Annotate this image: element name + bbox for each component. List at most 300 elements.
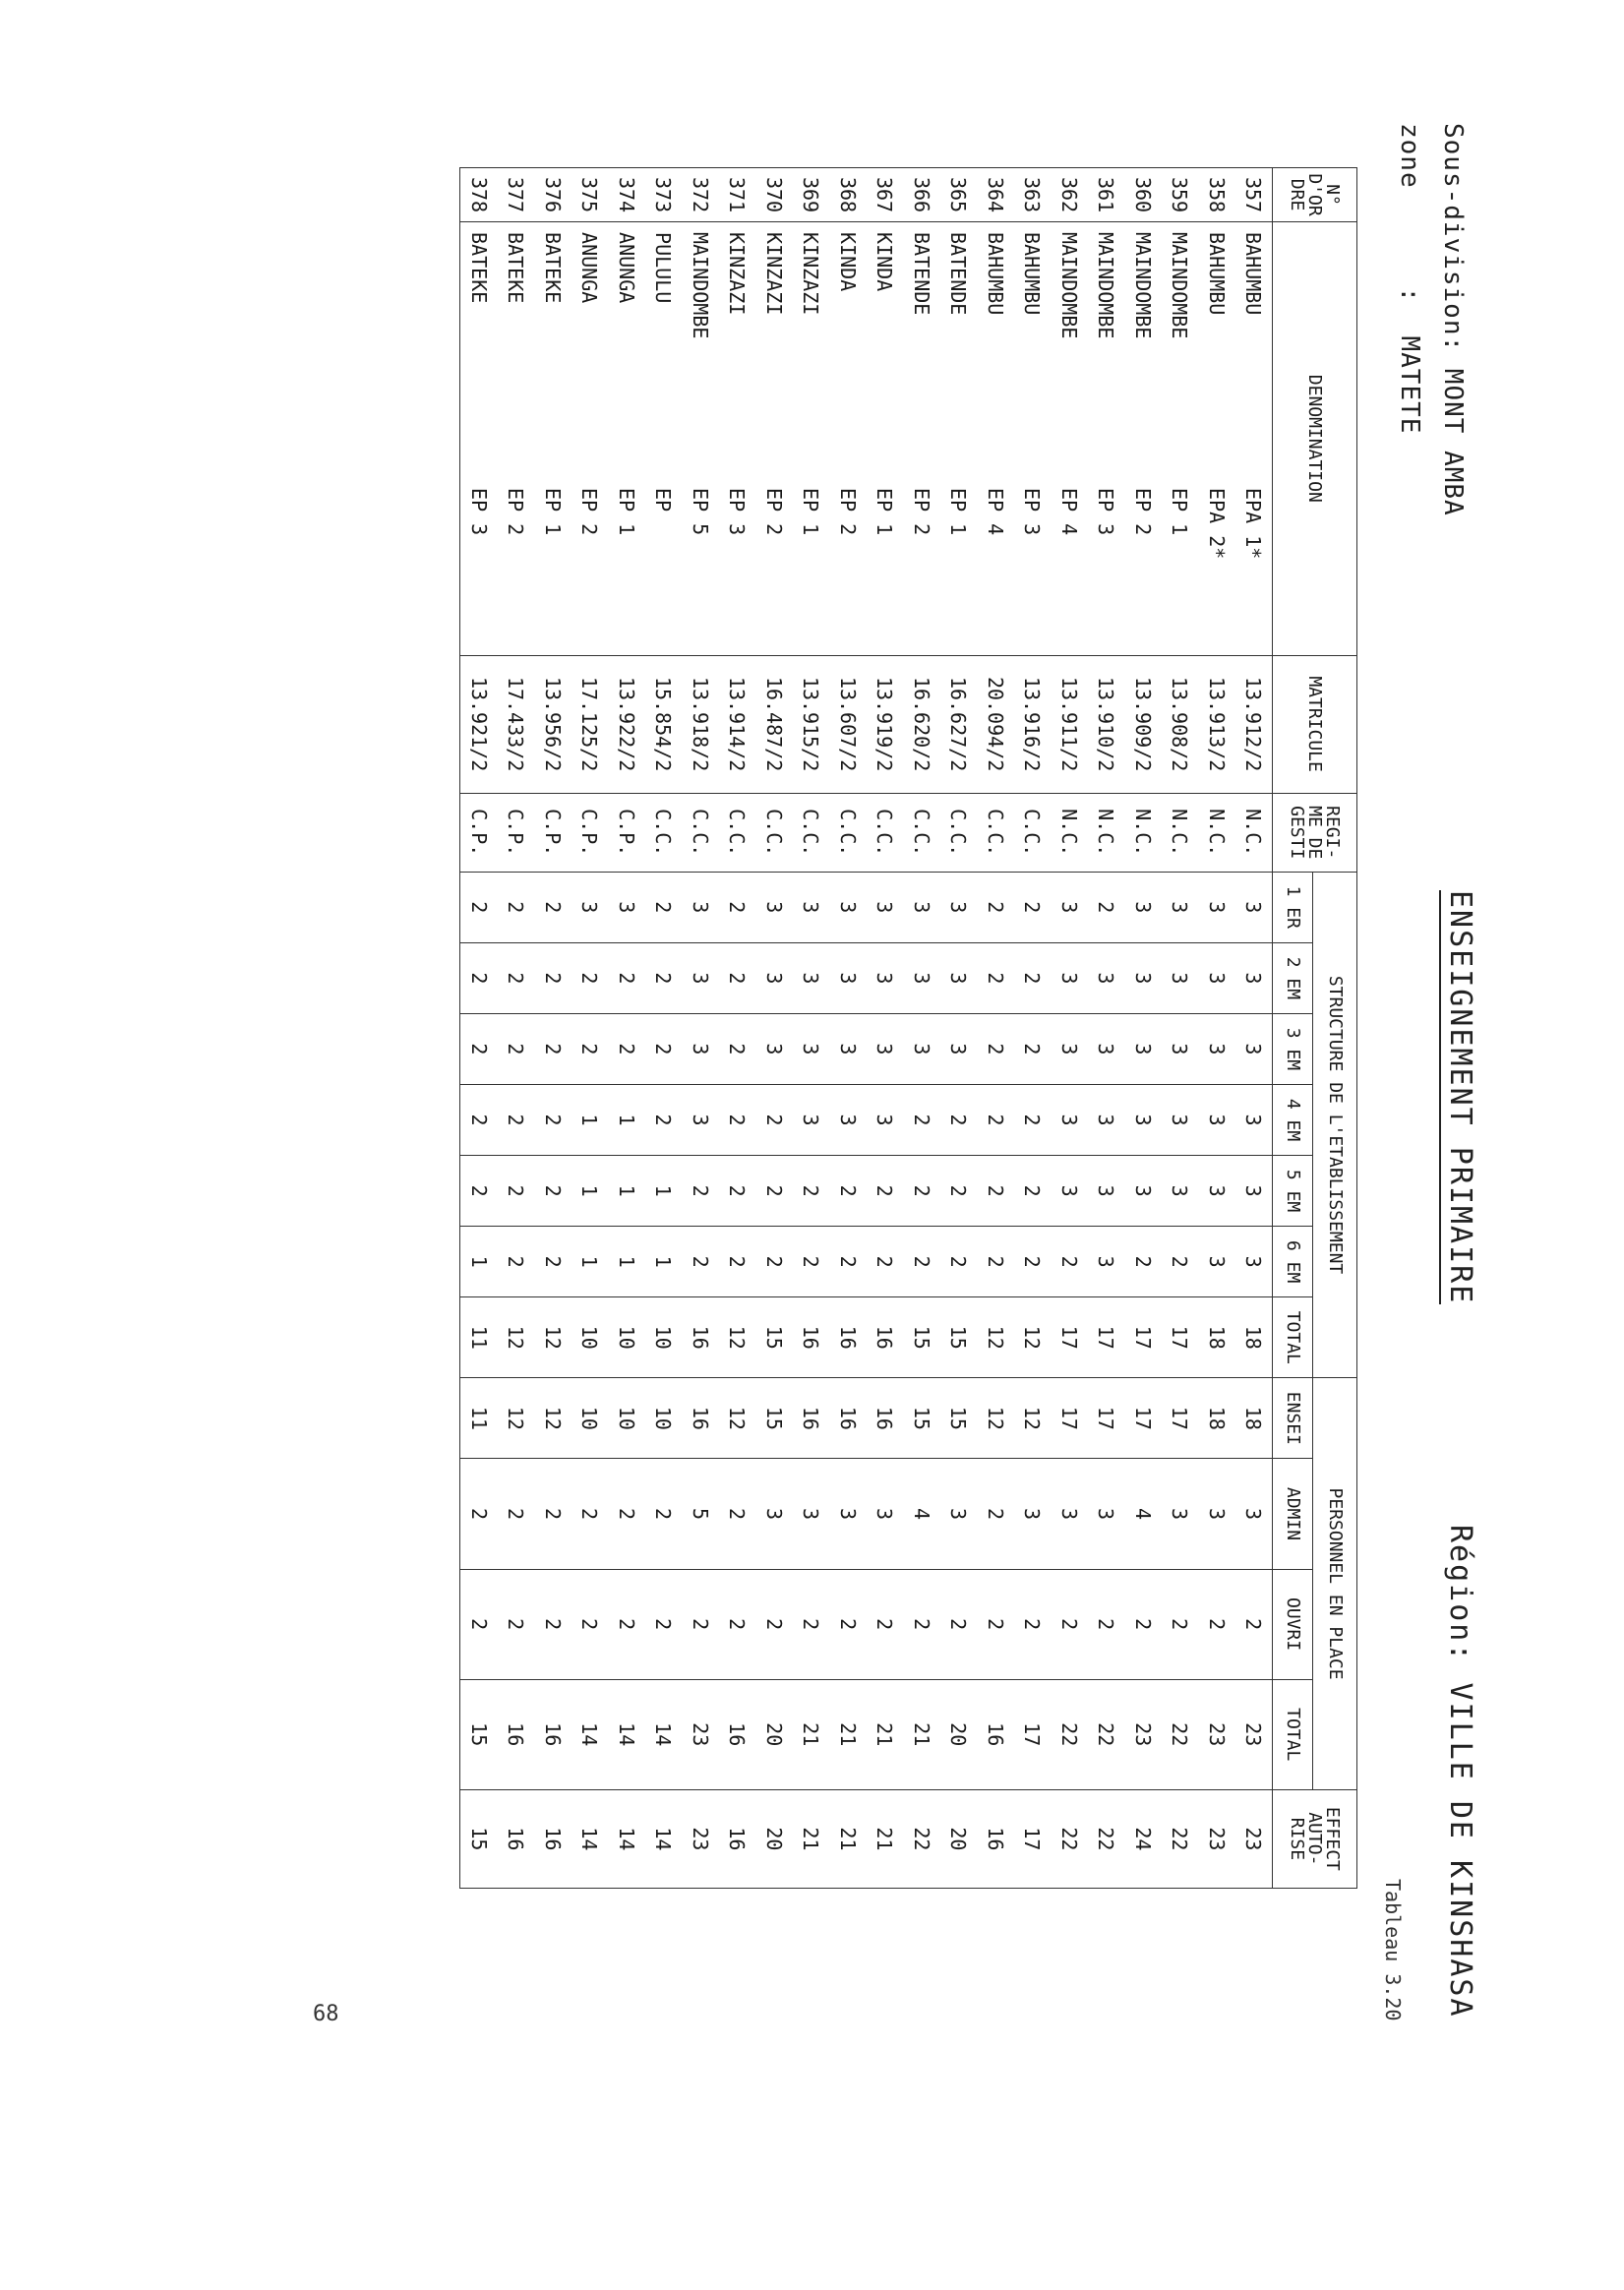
school-name: ANUNGA [577, 232, 602, 304]
header-row-1 [1313, 168, 1357, 1889]
schools-table [459, 167, 1357, 1889]
cell-structure-year-4: 3 [867, 1084, 904, 1155]
cell-admin: 5 [682, 1459, 719, 1569]
cell-matricule: 13.922/2 [608, 655, 645, 793]
cell-matricule: 20.094/2 [977, 655, 1014, 793]
cell-structure-year-5: 2 [977, 1156, 1014, 1227]
col-denomination-header: DENOMINATION [1273, 222, 1357, 655]
cell-personnel-total: 23 [682, 1679, 719, 1789]
cell-ouvri: 2 [645, 1569, 683, 1679]
table-row [498, 168, 535, 1889]
cell-ensei: 17 [1124, 1378, 1162, 1459]
cell-effectif: 22 [1162, 1789, 1199, 1888]
cell-ensei: 12 [719, 1378, 756, 1459]
cell-effectif: 21 [793, 1789, 830, 1888]
cell-ensei: 17 [1051, 1378, 1088, 1459]
cell-structure-total: 11 [460, 1297, 498, 1378]
cell-regime: C.C. [682, 793, 719, 872]
cell-ouvri: 2 [940, 1569, 978, 1679]
cell-denomination [645, 222, 683, 655]
page-number: 68 [313, 2002, 339, 2026]
cell-admin: 3 [793, 1459, 830, 1569]
cell-num: 369 [793, 168, 830, 222]
school-category: EP 4 [1056, 488, 1081, 536]
school-category: EPA 1* [1241, 488, 1266, 560]
col-regime-header: REGI- ME DE GESTI [1273, 793, 1357, 872]
cell-ensei: 15 [940, 1378, 978, 1459]
school-name: BAHUMBU [1204, 232, 1229, 316]
school-category: EP [651, 488, 676, 512]
cell-structure-total: 17 [1088, 1297, 1125, 1378]
cell-denomination [460, 222, 498, 655]
cell-ouvri: 2 [867, 1569, 904, 1679]
cell-effectif: 23 [1198, 1789, 1235, 1888]
cell-effectif: 23 [1235, 1789, 1273, 1888]
cell-structure-year-4: 1 [608, 1084, 645, 1155]
cell-structure-year-2: 3 [1198, 942, 1235, 1013]
cell-admin: 2 [977, 1459, 1014, 1569]
table-number: Tableau 3.20 [1381, 1879, 1405, 2021]
cell-structure-year-5: 2 [903, 1156, 940, 1227]
cell-structure-year-6: 2 [829, 1227, 867, 1297]
cell-structure-year-2: 2 [460, 942, 498, 1013]
col-4em-header: 4 EM [1273, 1084, 1313, 1155]
cell-ensei: 12 [534, 1378, 571, 1459]
col-3em-header: 3 EM [1273, 1013, 1313, 1084]
cell-admin: 4 [903, 1459, 940, 1569]
cell-structure-year-2: 2 [719, 942, 756, 1013]
cell-ensei: 12 [1014, 1378, 1052, 1459]
cell-personnel-total: 16 [534, 1679, 571, 1789]
school-name: BATEKE [540, 232, 565, 304]
cell-regime: C.C. [793, 793, 830, 872]
cell-structure-year-5: 3 [1162, 1156, 1199, 1227]
table-row [1198, 168, 1235, 1889]
cell-admin: 3 [1088, 1459, 1125, 1569]
cell-structure-year-4: 2 [977, 1084, 1014, 1155]
cell-num: 357 [1235, 168, 1273, 222]
cell-personnel-total: 21 [903, 1679, 940, 1789]
cell-structure-year-4: 2 [498, 1084, 535, 1155]
cell-admin: 3 [867, 1459, 904, 1569]
cell-personnel-total: 23 [1235, 1679, 1273, 1789]
cell-regime: C.C. [903, 793, 940, 872]
cell-structure-year-6: 2 [793, 1227, 830, 1297]
cell-structure-year-1: 3 [940, 872, 978, 942]
cell-ouvri: 2 [1051, 1569, 1088, 1679]
cell-structure-year-6: 2 [534, 1227, 571, 1297]
cell-structure-year-3: 2 [571, 1013, 609, 1084]
school-category: EP 1 [872, 488, 897, 536]
cell-structure-year-5: 1 [571, 1156, 609, 1227]
school-name: BATENDE [946, 232, 971, 316]
cell-structure-year-2: 3 [1124, 942, 1162, 1013]
cell-structure-year-4: 2 [534, 1084, 571, 1155]
cell-ensei: 16 [682, 1378, 719, 1459]
cell-ensei: 12 [498, 1378, 535, 1459]
cell-structure-year-3: 3 [1124, 1013, 1162, 1084]
cell-structure-year-2: 3 [1162, 942, 1199, 1013]
cell-structure-year-6: 2 [755, 1227, 793, 1297]
cell-regime: C.P. [498, 793, 535, 872]
cell-structure-total: 18 [1198, 1297, 1235, 1378]
cell-ouvri: 2 [903, 1569, 940, 1679]
cell-structure-year-5: 2 [534, 1156, 571, 1227]
table-row [571, 168, 609, 1889]
cell-structure-year-2: 2 [571, 942, 609, 1013]
cell-structure-year-1: 3 [793, 872, 830, 942]
cell-structure-year-2: 2 [1014, 942, 1052, 1013]
cell-regime: C.P. [460, 793, 498, 872]
cell-personnel-total: 14 [608, 1679, 645, 1789]
cell-structure-year-6: 2 [1162, 1227, 1199, 1297]
cell-denomination [940, 222, 978, 655]
cell-personnel-total: 23 [1124, 1679, 1162, 1789]
school-name: MAINDOMBE [1130, 232, 1155, 339]
cell-ensei: 10 [645, 1378, 683, 1459]
cell-admin: 2 [460, 1459, 498, 1569]
cell-admin: 3 [1235, 1459, 1273, 1569]
cell-matricule: 13.909/2 [1124, 655, 1162, 793]
cell-ensei: 12 [977, 1378, 1014, 1459]
cell-matricule: 13.919/2 [867, 655, 904, 793]
cell-structure-year-6: 2 [903, 1227, 940, 1297]
cell-denomination [1051, 222, 1088, 655]
cell-num: 378 [460, 168, 498, 222]
cell-matricule: 13.912/2 [1235, 655, 1273, 793]
cell-admin: 2 [645, 1459, 683, 1569]
cell-effectif: 14 [608, 1789, 645, 1888]
cell-structure-year-2: 2 [977, 942, 1014, 1013]
cell-regime: N.C. [1198, 793, 1235, 872]
personnel-group-header: PERSONNEL EN PLACE [1313, 1378, 1357, 1789]
school-name: KINDA [835, 232, 860, 292]
cell-structure-year-6: 2 [977, 1227, 1014, 1297]
col-num-header: N° D'OR DRE [1273, 168, 1357, 222]
col-matricule-header: MATRICULE [1273, 655, 1357, 793]
cell-structure-year-6: 1 [571, 1227, 609, 1297]
cell-structure-year-3: 3 [755, 1013, 793, 1084]
cell-denomination [1014, 222, 1052, 655]
school-name: BATENDE [909, 232, 933, 316]
cell-matricule: 13.910/2 [1088, 655, 1125, 793]
cell-structure-year-2: 2 [498, 942, 535, 1013]
cell-structure-year-4: 3 [1162, 1084, 1199, 1155]
cell-structure-year-6: 2 [940, 1227, 978, 1297]
cell-structure-year-3: 3 [1051, 1013, 1088, 1084]
cell-ouvri: 2 [1198, 1569, 1235, 1679]
cell-structure-year-3: 3 [1162, 1013, 1199, 1084]
cell-structure-year-6: 1 [645, 1227, 683, 1297]
cell-structure-year-6: 3 [1088, 1227, 1125, 1297]
cell-ouvri: 2 [682, 1569, 719, 1679]
cell-structure-year-2: 3 [1235, 942, 1273, 1013]
school-name: ANUNGA [614, 232, 638, 304]
school-name: MAINDOMBE [688, 232, 712, 339]
cell-structure-year-2: 3 [903, 942, 940, 1013]
cell-personnel-total: 22 [1088, 1679, 1125, 1789]
cell-ouvri: 2 [719, 1569, 756, 1679]
cell-personnel-total: 21 [793, 1679, 830, 1789]
table-row [534, 168, 571, 1889]
cell-structure-year-2: 3 [793, 942, 830, 1013]
cell-personnel-total: 23 [1198, 1679, 1235, 1789]
cell-structure-total: 16 [793, 1297, 830, 1378]
cell-structure-year-4: 2 [719, 1084, 756, 1155]
cell-structure-year-5: 3 [1235, 1156, 1273, 1227]
cell-structure-year-3: 2 [608, 1013, 645, 1084]
cell-matricule: 15.854/2 [645, 655, 683, 793]
cell-num: 372 [682, 168, 719, 222]
cell-matricule: 17.433/2 [498, 655, 535, 793]
cell-structure-year-1: 2 [460, 872, 498, 942]
table-row [903, 168, 940, 1889]
school-category: EP 1 [799, 488, 823, 536]
cell-structure-year-6: 2 [1124, 1227, 1162, 1297]
cell-structure-year-4: 1 [571, 1084, 609, 1155]
cell-structure-year-5: 2 [460, 1156, 498, 1227]
cell-structure-year-5: 2 [498, 1156, 535, 1227]
cell-structure-year-5: 2 [793, 1156, 830, 1227]
cell-ensei: 16 [829, 1378, 867, 1459]
school-name: BAHUMBU [1241, 232, 1266, 316]
cell-structure-year-5: 2 [682, 1156, 719, 1227]
cell-matricule: 17.125/2 [571, 655, 609, 793]
cell-num: 374 [608, 168, 645, 222]
cell-structure-year-5: 2 [719, 1156, 756, 1227]
cell-ouvri: 2 [755, 1569, 793, 1679]
cell-structure-year-2: 2 [645, 942, 683, 1013]
table-row [829, 168, 867, 1889]
cell-structure-year-2: 3 [1088, 942, 1125, 1013]
cell-structure-year-5: 2 [1014, 1156, 1052, 1227]
cell-num: 368 [829, 168, 867, 222]
school-category: EP 2 [909, 488, 933, 536]
cell-structure-year-5: 1 [645, 1156, 683, 1227]
cell-structure-year-2: 3 [829, 942, 867, 1013]
cell-structure-year-6: 2 [1051, 1227, 1088, 1297]
cell-structure-year-3: 2 [977, 1013, 1014, 1084]
cell-matricule: 13.915/2 [793, 655, 830, 793]
cell-num: 359 [1162, 168, 1199, 222]
cell-structure-year-4: 2 [460, 1084, 498, 1155]
cell-num: 370 [755, 168, 793, 222]
cell-personnel-total: 21 [867, 1679, 904, 1789]
cell-admin: 3 [940, 1459, 978, 1569]
cell-structure-year-3: 3 [1088, 1013, 1125, 1084]
cell-admin: 2 [498, 1459, 535, 1569]
cell-effectif: 16 [534, 1789, 571, 1888]
cell-matricule: 13.914/2 [719, 655, 756, 793]
cell-personnel-total: 16 [498, 1679, 535, 1789]
school-category: EPA 2* [1204, 488, 1229, 560]
cell-ouvri: 2 [534, 1569, 571, 1679]
cell-denomination [755, 222, 793, 655]
cell-num: 366 [903, 168, 940, 222]
cell-structure-year-2: 2 [608, 942, 645, 1013]
cell-matricule: 13.921/2 [460, 655, 498, 793]
col-1er-header: 1 ER [1273, 872, 1313, 942]
school-name: KINZAZI [725, 232, 750, 316]
cell-structure-year-1: 2 [1088, 872, 1125, 942]
table-row [1014, 168, 1052, 1889]
cell-structure-total: 10 [571, 1297, 609, 1378]
cell-admin: 4 [1124, 1459, 1162, 1569]
cell-structure-year-3: 2 [460, 1013, 498, 1084]
cell-admin: 2 [608, 1459, 645, 1569]
cell-num: 375 [571, 168, 609, 222]
cell-structure-year-4: 3 [1124, 1084, 1162, 1155]
table-row [682, 168, 719, 1889]
cell-ouvri: 2 [793, 1569, 830, 1679]
cell-structure-year-3: 3 [829, 1013, 867, 1084]
cell-structure-year-3: 2 [719, 1013, 756, 1084]
cell-structure-total: 17 [1162, 1297, 1199, 1378]
cell-num: 376 [534, 168, 571, 222]
cell-regime: C.P. [571, 793, 609, 872]
cell-structure-year-1: 3 [571, 872, 609, 942]
cell-ensei: 11 [460, 1378, 498, 1459]
cell-structure-year-1: 2 [977, 872, 1014, 942]
cell-structure-year-3: 3 [1198, 1013, 1235, 1084]
cell-structure-year-4: 2 [645, 1084, 683, 1155]
table-row [608, 168, 645, 1889]
cell-structure-year-1: 3 [1162, 872, 1199, 942]
cell-admin: 3 [1014, 1459, 1052, 1569]
cell-structure-year-5: 2 [829, 1156, 867, 1227]
cell-num: 360 [1124, 168, 1162, 222]
cell-structure-year-4: 3 [793, 1084, 830, 1155]
cell-denomination [498, 222, 535, 655]
cell-num: 362 [1051, 168, 1088, 222]
cell-structure-year-5: 3 [1088, 1156, 1125, 1227]
cell-structure-year-5: 1 [608, 1156, 645, 1227]
cell-ensei: 18 [1235, 1378, 1273, 1459]
cell-personnel-total: 16 [719, 1679, 756, 1789]
cell-admin: 2 [571, 1459, 609, 1569]
school-category: EP 1 [540, 488, 565, 536]
cell-structure-year-5: 3 [1198, 1156, 1235, 1227]
school-category: EP 2 [1130, 488, 1155, 536]
cell-admin: 2 [534, 1459, 571, 1569]
cell-structure-year-1: 3 [1235, 872, 1273, 942]
cell-structure-year-1: 3 [1198, 872, 1235, 942]
cell-structure-total: 17 [1051, 1297, 1088, 1378]
rotated-sheet [167, 44, 1515, 2169]
cell-structure-year-2: 3 [940, 942, 978, 1013]
col-structure-total-header: TOTAL [1273, 1297, 1313, 1378]
cell-effectif: 16 [977, 1789, 1014, 1888]
cell-structure-year-4: 3 [1198, 1084, 1235, 1155]
cell-structure-year-3: 3 [867, 1013, 904, 1084]
cell-denomination [682, 222, 719, 655]
cell-denomination [867, 222, 904, 655]
cell-matricule: 16.487/2 [755, 655, 793, 793]
cell-denomination [1088, 222, 1125, 655]
cell-ensei: 17 [1162, 1378, 1199, 1459]
cell-structure-year-1: 2 [1014, 872, 1052, 942]
cell-structure-total: 12 [1014, 1297, 1052, 1378]
cell-structure-year-1: 3 [1051, 872, 1088, 942]
cell-ensei: 18 [1198, 1378, 1235, 1459]
cell-admin: 3 [1198, 1459, 1235, 1569]
cell-structure-year-5: 2 [940, 1156, 978, 1227]
cell-denomination [534, 222, 571, 655]
cell-admin: 3 [1051, 1459, 1088, 1569]
cell-matricule: 13.908/2 [1162, 655, 1199, 793]
school-category: EP 2 [577, 488, 602, 536]
zone-label: zone : MATETE [1395, 123, 1424, 435]
table-row [1124, 168, 1162, 1889]
cell-structure-year-2: 3 [867, 942, 904, 1013]
cell-structure-year-4: 3 [1051, 1084, 1088, 1155]
school-name: KINDA [872, 232, 897, 292]
cell-num: 373 [645, 168, 683, 222]
cell-structure-year-6: 2 [719, 1227, 756, 1297]
cell-structure-total: 17 [1124, 1297, 1162, 1378]
table-row [793, 168, 830, 1889]
cell-structure-total: 16 [829, 1297, 867, 1378]
cell-matricule: 16.627/2 [940, 655, 978, 793]
cell-matricule: 13.916/2 [1014, 655, 1052, 793]
cell-ensei: 16 [867, 1378, 904, 1459]
region-label: Région: VILLE DE KINSHASA [1443, 1525, 1477, 2019]
cell-structure-total: 10 [608, 1297, 645, 1378]
cell-structure-year-3: 2 [645, 1013, 683, 1084]
school-category: EP 1 [614, 488, 638, 536]
table-row [1051, 168, 1088, 1889]
cell-ouvri: 2 [977, 1569, 1014, 1679]
cell-structure-year-5: 3 [1051, 1156, 1088, 1227]
cell-structure-year-3: 3 [793, 1013, 830, 1084]
school-name: KINZAZI [799, 232, 823, 316]
cell-denomination [1124, 222, 1162, 655]
cell-structure-year-6: 3 [1235, 1227, 1273, 1297]
cell-personnel-total: 20 [940, 1679, 978, 1789]
school-category: EP 2 [761, 488, 786, 536]
school-category: EP 2 [835, 488, 860, 536]
cell-ouvri: 2 [571, 1569, 609, 1679]
cell-effectif: 23 [682, 1789, 719, 1888]
cell-structure-year-1: 3 [903, 872, 940, 942]
cell-regime: N.C. [1235, 793, 1273, 872]
cell-regime: N.C. [1124, 793, 1162, 872]
school-category: EP 1 [946, 488, 971, 536]
table-row [460, 168, 498, 1889]
cell-regime: N.C. [1051, 793, 1088, 872]
cell-denomination [571, 222, 609, 655]
cell-ensei: 15 [903, 1378, 940, 1459]
table-row [940, 168, 978, 1889]
col-5em-header: 5 EM [1273, 1156, 1313, 1227]
cell-structure-year-2: 3 [1051, 942, 1088, 1013]
cell-structure-total: 16 [682, 1297, 719, 1378]
cell-personnel-total: 21 [829, 1679, 867, 1789]
table-row [1235, 168, 1273, 1889]
cell-denomination [1162, 222, 1199, 655]
cell-ensei: 10 [571, 1378, 609, 1459]
cell-ensei: 15 [755, 1378, 793, 1459]
cell-regime: C.C. [719, 793, 756, 872]
cell-regime: C.C. [867, 793, 904, 872]
school-category: EP 3 [1020, 488, 1045, 536]
cell-num: 367 [867, 168, 904, 222]
cell-personnel-total: 17 [1014, 1679, 1052, 1789]
school-name: BATEKE [466, 232, 491, 304]
cell-structure-year-6: 2 [498, 1227, 535, 1297]
cell-denomination [608, 222, 645, 655]
cell-structure-year-1: 2 [719, 872, 756, 942]
